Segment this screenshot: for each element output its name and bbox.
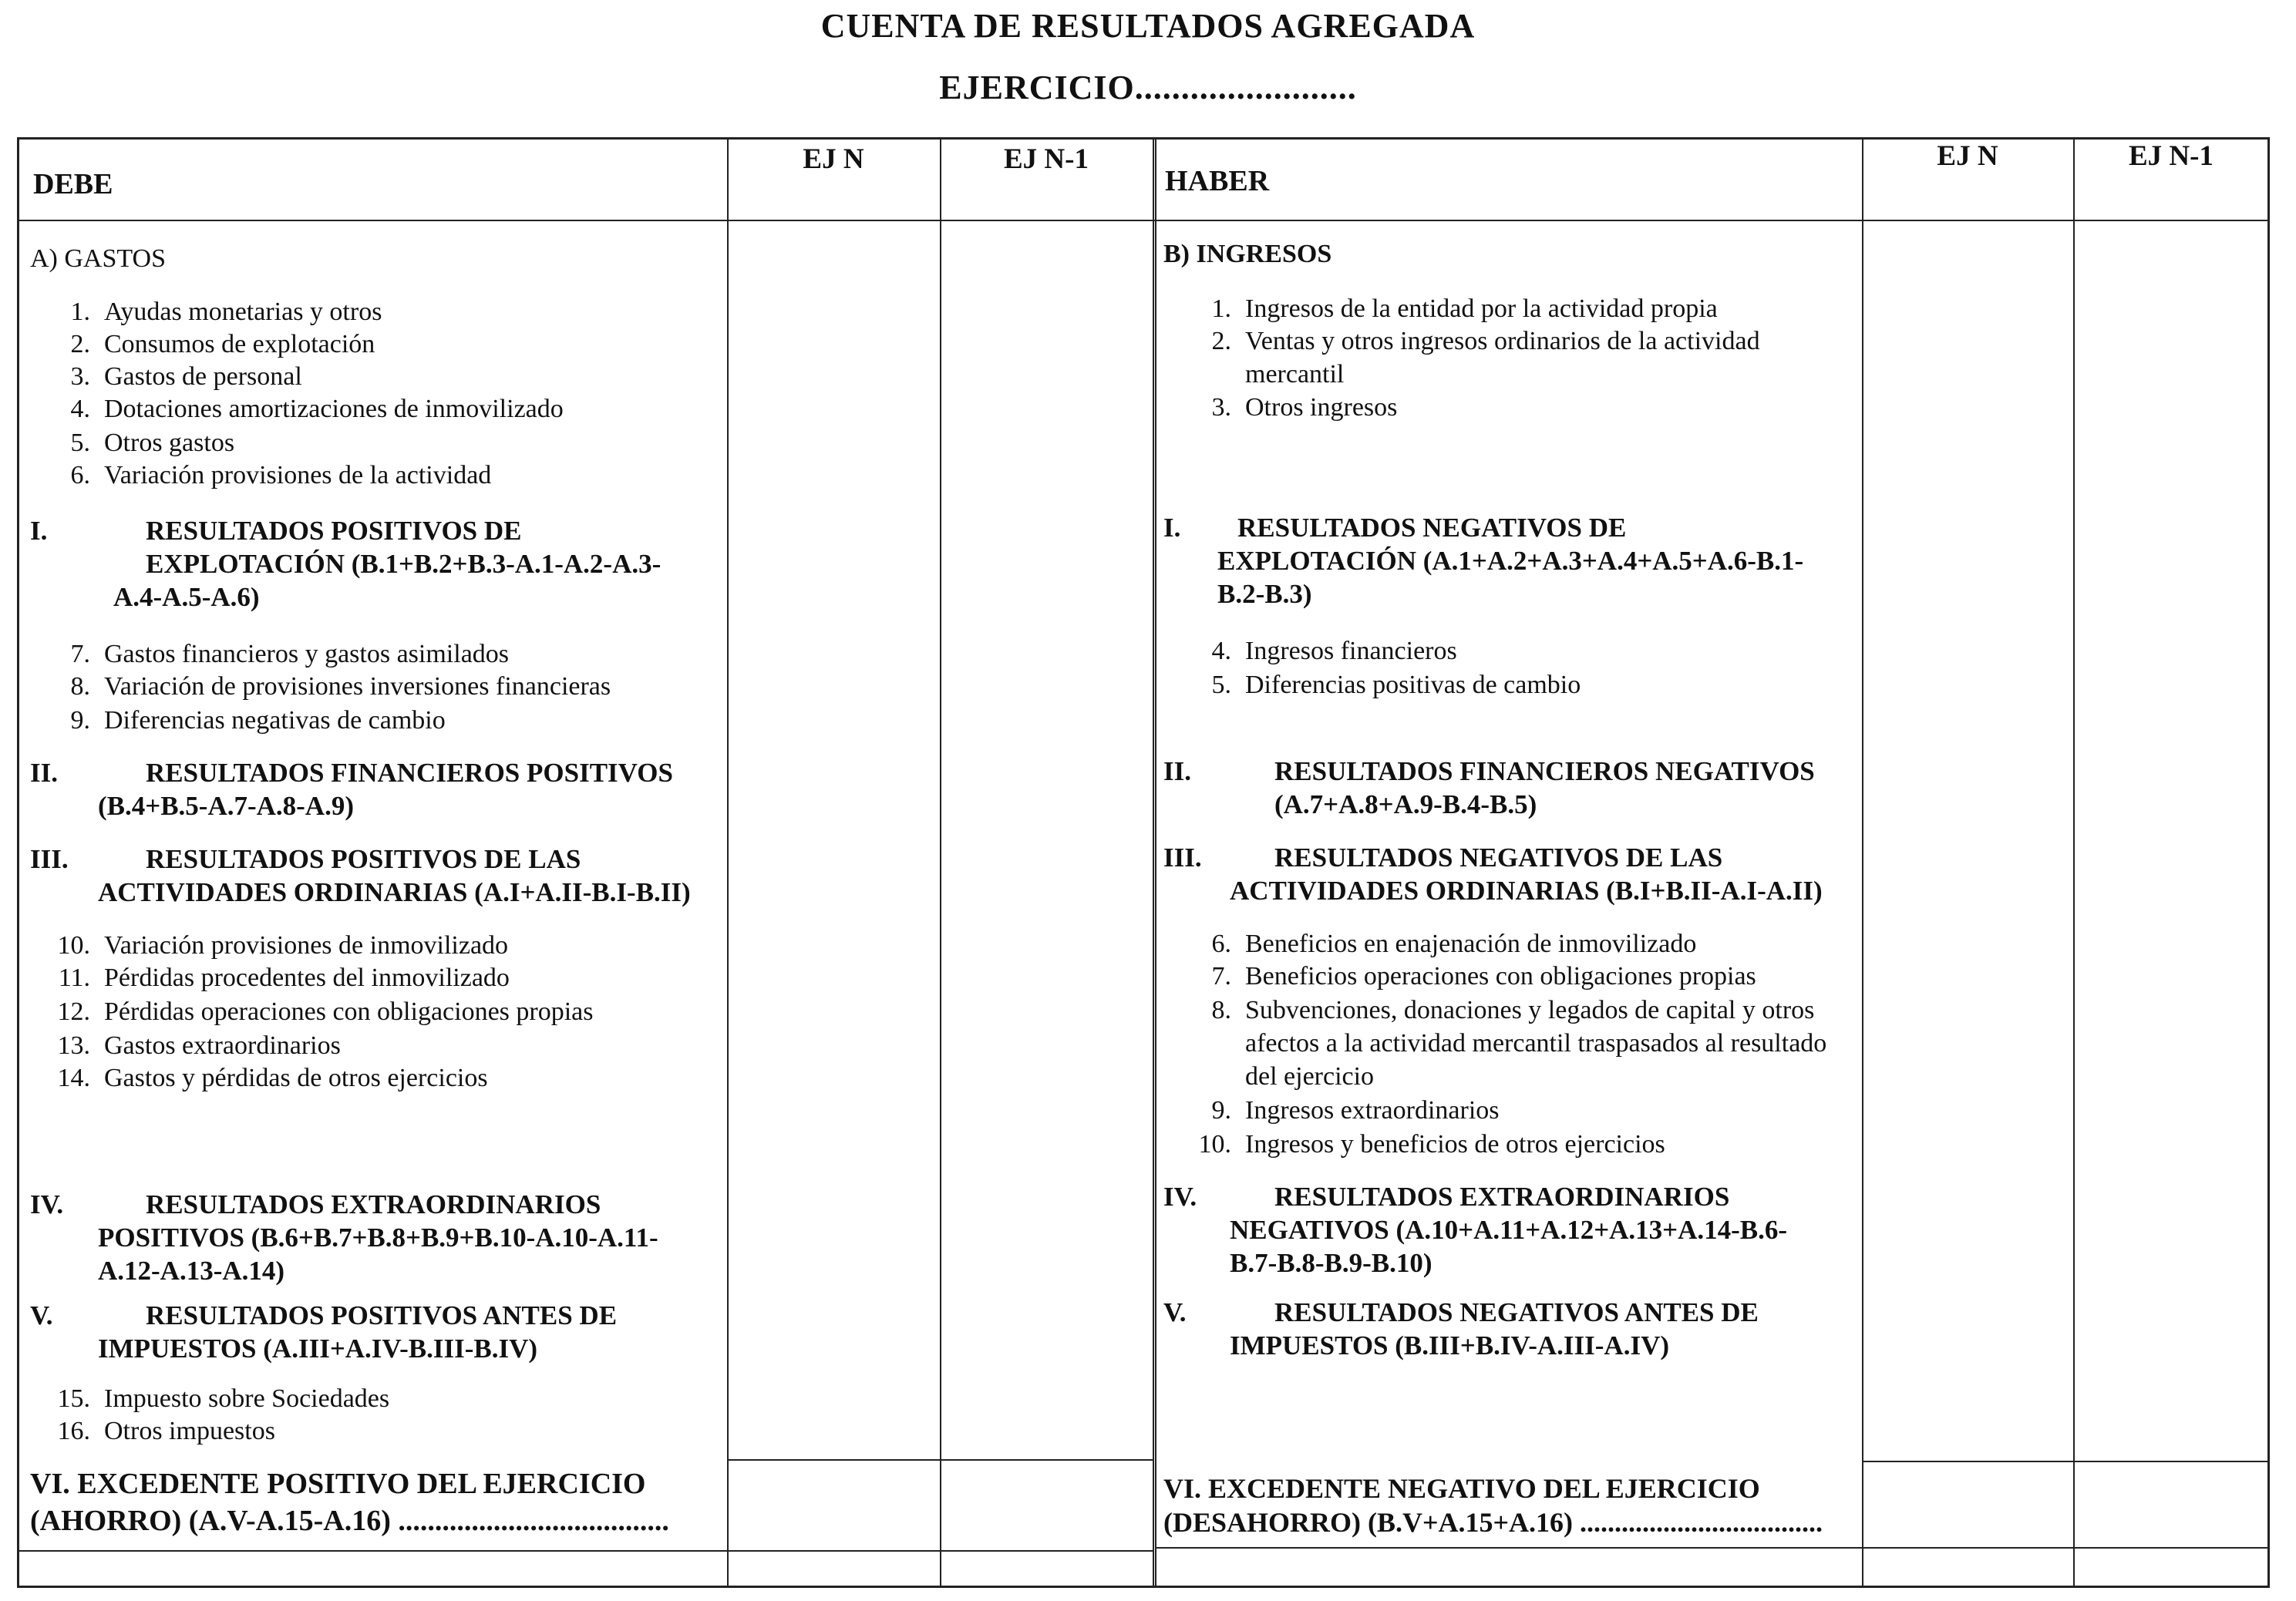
list-item: 5. Otros gastos (70, 429, 235, 457)
expenses-category: A) GASTOS (30, 244, 167, 273)
list-item: 15. Impuesto sobre Sociedades (57, 1384, 390, 1413)
list-item: 4. Dotaciones amortizaciones de inmovilizado (70, 395, 564, 423)
list-item: 3. Gastos de personal (70, 362, 302, 391)
list-item: 2. Consumos de explotación (70, 330, 375, 358)
result-III-negative: III. RESULTADOS NEGATIVOS DE LAS ACTIVIDADES ORDINARIAS (B.I+B.II-A.I-A.II) (1163, 843, 1823, 906)
list-item: 9. Diferencias negativas de cambio (70, 706, 446, 735)
list-item: 1. Ayudas monetarias y otros (70, 298, 382, 326)
divider (1862, 140, 1863, 1586)
haber-ej-n-header: EJ N (1937, 140, 1998, 172)
result-II-negative: II. RESULTADOS FINANCIEROS NEGATIVOS (A.7+A.8+A.9-B.4-B.5) (1163, 756, 1815, 819)
final-surplus-negative: VI. EXCEDENTE NEGATIVO DEL EJERCICIO (DESAHORRO) (B.V+A.15+A.16) ................................... (1163, 1473, 1823, 1538)
divider (1153, 140, 1154, 1586)
divider (19, 1550, 727, 1552)
list-item: 7. Beneficios operaciones con obligaciones propias (1211, 962, 1756, 991)
divider (727, 140, 729, 1586)
haber-header: HABER (1165, 165, 1270, 197)
final-surplus-positive: VI. EXCEDENTE POSITIVO DEL EJERCICIO (AHORRO) (A.V-A.15-A.16) ..................................... (30, 1468, 669, 1537)
result-II-positive: II. RESULTADOS FINANCIEROS POSITIVOS (B.4+B.5-A.7-A.8-A.9) (30, 758, 673, 821)
divider (727, 1459, 1153, 1461)
debe-header: DEBE (33, 168, 113, 200)
list-item: 2. Ventas y otros ingresos ordinarios de la actividad mercantil (1211, 327, 1760, 388)
divider (1155, 140, 1156, 1586)
debe-ej-n1-header: EJ N-1 (1004, 143, 1089, 175)
income-statement-table (17, 137, 2270, 1588)
list-item: 10. Ingresos y beneficios de otros ejercicios (1198, 1130, 1665, 1159)
result-IV-negative: IV. RESULTADOS EXTRAORDINARIOS NEGATIVOS (A.10+A.11+A.12+A.13+A.14-B.6- B.7-B.8-B.9-B.10) (1163, 1182, 1788, 1278)
divider (727, 1550, 1153, 1552)
list-item: 13. Gastos extraordinarios (57, 1031, 341, 1060)
result-V-negative: V. RESULTADOS NEGATIVOS ANTES DE IMPUESTOS (B.III+B.IV-A.III-A.IV) (1163, 1297, 1759, 1361)
list-item: 1. Ingresos de la entidad por la actividad propia (1211, 294, 1718, 323)
list-item: 3. Otros ingresos (1211, 393, 1398, 422)
list-item: 16. Otros impuestos (57, 1417, 275, 1445)
divider (19, 220, 2267, 221)
result-I-negative: I. RESULTADOS NEGATIVOS DE EXPLOTACIÓN (A.1+A.2+A.3+A.4+A.5+A.6-B.1- B.2-B.3) (1163, 513, 1804, 609)
list-item: 14. Gastos y pérdidas de otros ejercicios (57, 1064, 488, 1092)
divider (1862, 1461, 2267, 1462)
list-item: 6. Beneficios en enajenación de inmovilizado (1211, 930, 1697, 958)
income-category: B) INGRESOS (1163, 240, 1332, 268)
list-item: 8. Variación de provisiones inversiones financieras (70, 672, 611, 701)
result-IV-positive: IV. RESULTADOS EXTRAORDINARIOS POSITIVOS (B.6+B.7+B.8+B.9+B.10-A.10-A.11- A.12-A.13-A.14) (30, 1189, 658, 1286)
list-item: 4. Ingresos financieros (1211, 637, 1457, 665)
divider (940, 140, 941, 1586)
result-I-positive: I. RESULTADOS POSITIVOS DE EXPLOTACIÓN (B.1+B.2+B.3-A.1-A.2-A.3- A.4-A.5-A.6) (30, 516, 662, 612)
result-V-positive: V. RESULTADOS POSITIVOS ANTES DE IMPUESTOS (A.III+A.IV-B.III-B.IV) (30, 1300, 618, 1364)
list-item: 6. Variación provisiones de la actividad (70, 461, 492, 489)
list-item: 11. Pérdidas procedentes del inmovilizado (58, 964, 510, 992)
result-III-positive: III. RESULTADOS POSITIVOS DE LAS ACTIVIDADES ORDINARIAS (A.I+A.II-B.I-B.II) (30, 844, 691, 907)
divider (1155, 1547, 1862, 1549)
list-item: 5. Diferencias positivas de cambio (1211, 671, 1581, 699)
list-item: 8. Subvenciones, donaciones y legados de capital y otros afectos a la actividad mercantil traspasados al resultado del ejercicio (1211, 996, 1827, 1091)
fiscal-year-label: EJERCICIO........................ (939, 69, 1357, 106)
list-item: 12. Pérdidas operaciones con obligaciones propias (57, 997, 594, 1026)
list-item: 9. Ingresos extraordinarios (1211, 1096, 1500, 1125)
divider (1862, 1547, 2267, 1549)
page-title: CUENTA DE RESULTADOS AGREGADA (820, 7, 1476, 45)
list-item: 10. Variación provisiones de inmovilizado (57, 931, 509, 960)
debe-ej-n-header: EJ N (803, 143, 864, 175)
divider (2073, 140, 2075, 1586)
list-item: 7. Gastos financieros y gastos asimilados (70, 640, 510, 668)
haber-ej-n1-header: EJ N-1 (2129, 140, 2214, 172)
